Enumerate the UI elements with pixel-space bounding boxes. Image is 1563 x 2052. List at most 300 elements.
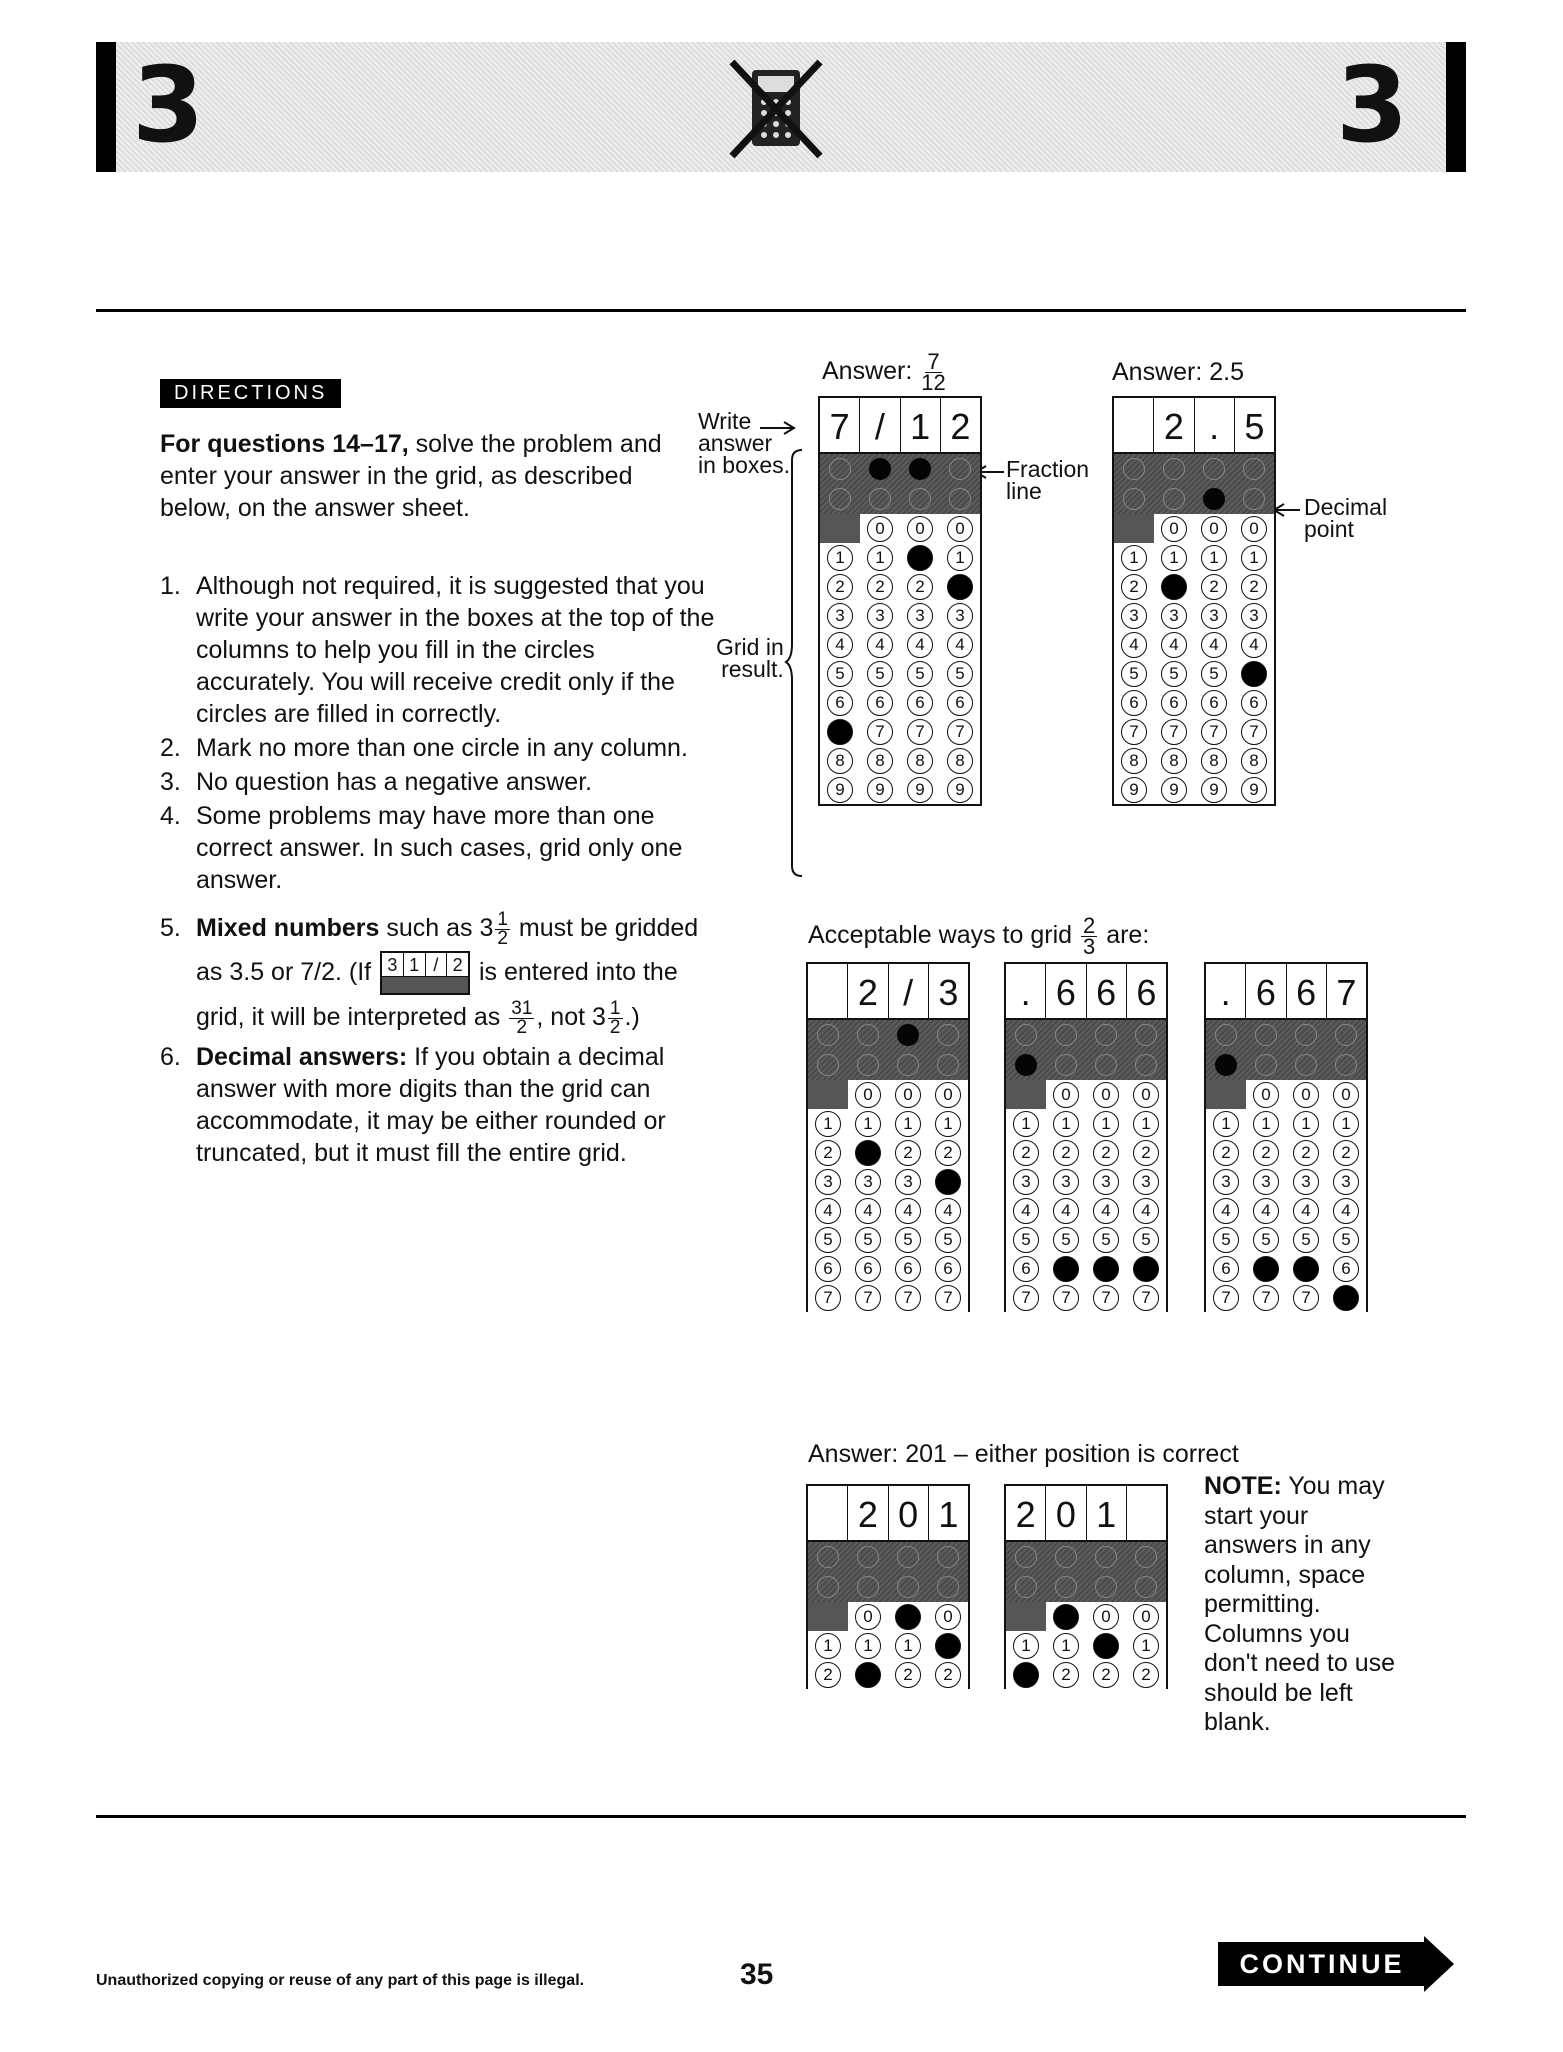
digit-bubble[interactable]: 5 (1333, 1227, 1359, 1253)
decimal-point-bubble[interactable] (1055, 1576, 1077, 1598)
digit-bubble[interactable]: 1 (1093, 1111, 1119, 1137)
digit-bubble[interactable]: 5 (907, 661, 933, 687)
mixed-number-fraction (495, 908, 510, 949)
digit-bubble[interactable]: 4 (867, 632, 893, 658)
decimal-point-bubble[interactable] (937, 1054, 959, 1076)
digit-bubble[interactable]: 1 (1133, 1633, 1159, 1659)
digit-bubble[interactable]: 2 (1333, 1140, 1359, 1166)
digit-bubble[interactable]: 5 (935, 1227, 961, 1253)
digit-bubble[interactable]: 3 (1133, 1169, 1159, 1195)
digit-bubble[interactable]: 4 (1121, 632, 1147, 658)
digit-bubble[interactable]: 4 (1133, 1198, 1159, 1224)
decimal-point-bubble[interactable] (857, 1054, 879, 1076)
answer-boxes (1006, 964, 1166, 1020)
decimal-point-bubble[interactable] (829, 488, 851, 510)
digit-bubble[interactable]: 2 (1013, 1140, 1039, 1166)
digit-bubble[interactable]: 8 (1201, 748, 1227, 774)
answer-box: 2 (1153, 398, 1193, 452)
fraction-slash-bubble[interactable] (1055, 1024, 1077, 1046)
digit-bubble[interactable]: 4 (855, 1198, 881, 1224)
digit-bubble[interactable]: 6 (935, 1256, 961, 1282)
digit-bubble[interactable]: 6 (1241, 690, 1267, 716)
filled-bubble[interactable] (855, 1662, 881, 1688)
digit-bubble[interactable]: 4 (1093, 1198, 1119, 1224)
filled-bubble[interactable] (855, 1140, 881, 1166)
answer-boxes (1114, 398, 1274, 454)
fraction-slash-mark[interactable] (909, 458, 931, 480)
digit-bubble[interactable]: 1 (1293, 1111, 1319, 1137)
fraction-slash-bubble[interactable] (857, 1024, 879, 1046)
digit-row (1114, 688, 1274, 717)
answer-box: / (888, 964, 928, 1018)
digit-bubble[interactable]: 5 (1293, 1227, 1319, 1253)
digit-bubble[interactable]: 4 (827, 632, 853, 658)
fraction-line-text: Fraction (1006, 456, 1090, 482)
digit-bubble[interactable]: 5 (1093, 1227, 1119, 1253)
fraction-slash-bubble[interactable] (1203, 458, 1225, 480)
digit-bubble[interactable]: 4 (895, 1198, 921, 1224)
digit-bubble[interactable]: 5 (1121, 661, 1147, 687)
digit-bubble[interactable]: 7 (867, 719, 893, 745)
digit-bubble[interactable]: 5 (815, 1227, 841, 1253)
digit-bubble[interactable]: 5 (1161, 661, 1187, 687)
digit-bubble[interactable]: 1 (1053, 1111, 1079, 1137)
decimal-point-bubble[interactable] (1295, 1054, 1317, 1076)
filled-bubble[interactable] (895, 1604, 921, 1630)
digit-bubble[interactable]: 5 (1213, 1227, 1239, 1253)
digit-bubble[interactable]: 2 (1241, 574, 1267, 600)
digit-bubble[interactable]: 6 (947, 690, 973, 716)
digit-bubble[interactable]: 5 (867, 661, 893, 687)
decimal-point-bubble[interactable] (897, 1054, 919, 1076)
digit-bubble[interactable]: 3 (827, 603, 853, 629)
digit-bubble[interactable]: 0 (1253, 1082, 1279, 1108)
digit-bubble[interactable]: 2 (1053, 1140, 1079, 1166)
fraction-slash-row (1006, 1542, 1166, 1572)
digit-row (1006, 1254, 1166, 1283)
digit-bubble[interactable]: 7 (895, 1285, 921, 1311)
digit-bubble[interactable]: 2 (827, 574, 853, 600)
fraction-slash-bubble[interactable] (857, 1546, 879, 1568)
digit-bubble[interactable]: 3 (1161, 603, 1187, 629)
rule-number: 4. (160, 802, 181, 830)
fraction-slash-bubble[interactable] (937, 1024, 959, 1046)
digit-bubble[interactable]: 3 (1053, 1169, 1079, 1195)
digit-bubble[interactable]: 0 (1093, 1082, 1119, 1108)
digit-bubble[interactable]: 1 (1013, 1633, 1039, 1659)
fraction-slash-bubble[interactable] (817, 1024, 839, 1046)
digit-bubble[interactable]: 1 (1053, 1633, 1079, 1659)
digit-row (1006, 1138, 1166, 1167)
filled-bubble[interactable] (1253, 1256, 1279, 1282)
fraction-denominator: 2 (516, 1017, 528, 1039)
digit-bubble[interactable]: 4 (1201, 632, 1227, 658)
digit-bubble[interactable]: 3 (815, 1169, 841, 1195)
digit-row (1114, 659, 1274, 688)
digit-bubble[interactable]: 6 (1161, 690, 1187, 716)
decimal-point-bubble[interactable] (1123, 488, 1145, 510)
decimal-point-bubble[interactable] (949, 488, 971, 510)
fraction-slash-bubble[interactable] (937, 1546, 959, 1568)
digit-bubble[interactable]: 1 (1213, 1111, 1239, 1137)
answer-box: 6 (1086, 964, 1126, 1018)
digit-bubble[interactable]: 5 (895, 1227, 921, 1253)
answer-grid-7-12 (818, 396, 982, 806)
digit-bubble[interactable]: 4 (815, 1198, 841, 1224)
filled-bubble[interactable] (1093, 1256, 1119, 1282)
fraction-slash-bubble[interactable] (1215, 1024, 1237, 1046)
digit-bubble[interactable]: 9 (1241, 777, 1267, 803)
decimal-point-bubble[interactable] (1055, 1054, 1077, 1076)
digit-bubble[interactable]: 2 (935, 1662, 961, 1688)
decimal-point-bubble[interactable] (909, 488, 931, 510)
digit-bubble[interactable]: 2 (1213, 1140, 1239, 1166)
digit-row (1114, 630, 1274, 659)
digit-row (1206, 1225, 1366, 1254)
filled-bubble[interactable] (1293, 1256, 1319, 1282)
digit-bubble[interactable]: 3 (1333, 1169, 1359, 1195)
digit-bubble[interactable]: 9 (1201, 777, 1227, 803)
digit-bubble[interactable]: 1 (1013, 1111, 1039, 1137)
digit-bubble[interactable]: 1 (867, 545, 893, 571)
digit-bubble[interactable]: 7 (947, 719, 973, 745)
rule-number: 1. (160, 572, 181, 600)
digit-bubble[interactable]: 7 (1013, 1285, 1039, 1311)
digit-row (820, 775, 980, 804)
decimal-point-bubble[interactable] (1135, 1576, 1157, 1598)
digit-bubble[interactable]: 2 (1293, 1140, 1319, 1166)
digit-bubble[interactable]: 9 (1121, 777, 1147, 803)
answer-box: 6 (1245, 964, 1285, 1018)
digit-row (1114, 543, 1274, 572)
fraction-denominator: 2 (609, 1017, 621, 1039)
filled-bubble[interactable] (1013, 1662, 1039, 1688)
fraction-slash-bubble[interactable] (817, 1546, 839, 1568)
fraction-slash-bubble[interactable] (1135, 1024, 1157, 1046)
digit-bubble[interactable]: 1 (895, 1633, 921, 1659)
answer-grid-666 (1004, 962, 1168, 1312)
filled-bubble[interactable] (1053, 1604, 1079, 1630)
fraction-slash-bubble[interactable] (1123, 458, 1145, 480)
digit-bubble[interactable]: 3 (1201, 603, 1227, 629)
digit-bubble[interactable]: 1 (827, 545, 853, 571)
digit-bubble[interactable]: 0 (1333, 1082, 1359, 1108)
digit-bubble[interactable]: 5 (1013, 1227, 1039, 1253)
digit-bubble[interactable]: 3 (1093, 1169, 1119, 1195)
digit-bubble[interactable]: 7 (935, 1285, 961, 1311)
digit-bubble[interactable]: 4 (1053, 1198, 1079, 1224)
digit-bubble[interactable]: 0 (935, 1604, 961, 1630)
digit-bubble[interactable]: 1 (1253, 1111, 1279, 1137)
fraction-slash-bubble[interactable] (1163, 458, 1185, 480)
symbol-rows (808, 1020, 968, 1080)
digit-bubble[interactable]: 0 (1093, 1604, 1119, 1630)
digit-bubble[interactable]: 8 (907, 748, 933, 774)
symbol-rows (820, 454, 980, 514)
decimal-point-bubble[interactable] (1095, 1576, 1117, 1598)
decimal-point-bubble[interactable] (1243, 488, 1265, 510)
filled-bubble[interactable] (1093, 1633, 1119, 1659)
fraction-slash-bubble[interactable] (1015, 1024, 1037, 1046)
digit-bubble[interactable]: 0 (1133, 1082, 1159, 1108)
digit-bubble[interactable]: 2 (867, 574, 893, 600)
write-answer-line: answer (698, 430, 773, 456)
digit-bubble[interactable]: 3 (1213, 1169, 1239, 1195)
digit-bubble[interactable]: 6 (867, 690, 893, 716)
decimal-point-mark[interactable] (1215, 1054, 1237, 1076)
digit-bubble[interactable]: 2 (1133, 1662, 1159, 1688)
filled-bubble[interactable] (1161, 574, 1187, 600)
digit-bubble[interactable]: 9 (907, 777, 933, 803)
digit-bubble[interactable]: 6 (827, 690, 853, 716)
filled-bubble[interactable] (947, 574, 973, 600)
digit-bubble[interactable]: 2 (1093, 1662, 1119, 1688)
decimal-point-bubble[interactable] (1015, 1576, 1037, 1598)
digit-bubble[interactable]: 2 (815, 1662, 841, 1688)
fraction-slash-bubble[interactable] (1015, 1546, 1037, 1568)
fraction-slash-bubble[interactable] (1295, 1024, 1317, 1046)
digit-bubble[interactable]: 1 (1201, 545, 1227, 571)
decimal-point-bubble[interactable] (1163, 488, 1185, 510)
digit-bubble[interactable]: 9 (947, 777, 973, 803)
digit-bubble[interactable]: 4 (1013, 1198, 1039, 1224)
digit-bubble[interactable]: 1 (935, 1111, 961, 1137)
fraction-slash-row (808, 1542, 968, 1572)
digit-bubble[interactable]: 6 (907, 690, 933, 716)
digit-bubble[interactable]: 2 (907, 574, 933, 600)
digit-bubble[interactable]: 7 (1053, 1285, 1079, 1311)
decimal-point-bubble[interactable] (897, 1576, 919, 1598)
digit-bubble[interactable]: 0 (1293, 1082, 1319, 1108)
digit-bubble[interactable]: 2 (1133, 1140, 1159, 1166)
fraction-slash-bubble[interactable] (1255, 1024, 1277, 1046)
digit-bubble[interactable]: 4 (935, 1198, 961, 1224)
digit-bubble[interactable]: 5 (1201, 661, 1227, 687)
digit-bubble[interactable]: 1 (1161, 545, 1187, 571)
digit-bubble[interactable]: 4 (1293, 1198, 1319, 1224)
digit-bubble[interactable]: 4 (1253, 1198, 1279, 1224)
fraction-slash-mark[interactable] (869, 458, 891, 480)
digit-bubble[interactable]: 3 (867, 603, 893, 629)
digit-bubble[interactable]: 6 (895, 1256, 921, 1282)
digit-row (1114, 572, 1274, 601)
decimal-point-bubble[interactable] (937, 1576, 959, 1598)
digit-bubble[interactable]: 1 (895, 1111, 921, 1137)
digit-bubble[interactable]: 7 (855, 1285, 881, 1311)
rule-text: Mark no more than one circle in any column. (196, 734, 688, 762)
digit-row (1006, 1080, 1166, 1109)
digit-bubble[interactable]: 0 (1201, 516, 1227, 542)
rule-6 (160, 1041, 720, 1169)
digit-bubble[interactable]: 7 (815, 1285, 841, 1311)
filled-bubble[interactable] (935, 1633, 961, 1659)
continue-button[interactable] (1218, 1936, 1458, 1992)
filled-bubble[interactable] (827, 719, 853, 745)
digit-bubble[interactable]: 7 (1121, 719, 1147, 745)
answer-box: . (1220, 972, 1231, 1013)
digit-bubble[interactable]: 2 (1121, 574, 1147, 600)
digit-bubble[interactable]: 2 (895, 1662, 921, 1688)
fraction-slash-bubble[interactable] (829, 458, 851, 480)
digit-bubble[interactable]: 7 (1093, 1285, 1119, 1311)
digit-bubble[interactable]: 1 (1121, 545, 1147, 571)
section-number-right: 3 (1336, 44, 1409, 166)
filled-bubble[interactable] (1241, 661, 1267, 687)
digit-row (1206, 1080, 1366, 1109)
digit-bubble[interactable]: 8 (1241, 748, 1267, 774)
digit-bubble[interactable]: 4 (1241, 632, 1267, 658)
digit-bubble[interactable]: 4 (907, 632, 933, 658)
digit-bubble[interactable]: 6 (1201, 690, 1227, 716)
digit-bubble[interactable]: 3 (1293, 1169, 1319, 1195)
digit-bubble[interactable]: 4 (1213, 1198, 1239, 1224)
filled-bubble[interactable] (1053, 1256, 1079, 1282)
digit-bubble[interactable]: 7 (1133, 1285, 1159, 1311)
decimal-point-bubble[interactable] (857, 1576, 879, 1598)
digit-bubble[interactable]: 6 (1213, 1256, 1239, 1282)
digit-bubble[interactable]: 7 (1253, 1285, 1279, 1311)
rule-5-text-i: .) (624, 1003, 640, 1032)
digit-bubble[interactable]: 3 (895, 1169, 921, 1195)
digit-bubble[interactable]: 5 (1053, 1227, 1079, 1253)
decimal-point-bubble[interactable] (1335, 1054, 1357, 1076)
decimal-point-bubble[interactable] (1255, 1054, 1277, 1076)
digit-bubble[interactable]: 0 (935, 1082, 961, 1108)
digit-bubble[interactable]: 2 (1093, 1140, 1119, 1166)
answer-box: 5 (1234, 398, 1274, 452)
fraction-slash-bubble[interactable] (949, 458, 971, 480)
digit-bubble[interactable]: 2 (935, 1140, 961, 1166)
digit-bubble[interactable]: 4 (1333, 1198, 1359, 1224)
decimal-point-mark[interactable] (1203, 488, 1225, 510)
digit-bubble[interactable]: 8 (1121, 748, 1147, 774)
digit-bubble[interactable]: 4 (1161, 632, 1187, 658)
digit-row (1006, 1109, 1166, 1138)
digit-bubble[interactable]: 8 (827, 748, 853, 774)
decimal-point-bubble[interactable] (817, 1576, 839, 1598)
digit-bubble[interactable]: 5 (947, 661, 973, 687)
digit-bubble[interactable]: 0 (1161, 516, 1187, 542)
digit-bubble[interactable]: 0 (947, 516, 973, 542)
answer-boxes (820, 398, 980, 454)
filled-bubble[interactable] (1133, 1256, 1159, 1282)
decimal-point-mark[interactable] (1015, 1054, 1037, 1076)
acceptable-text: are: (1106, 921, 1150, 950)
digit-bubble[interactable]: 2 (1253, 1140, 1279, 1166)
fraction-slash-bubble[interactable] (1243, 458, 1265, 480)
answer-box: 2 (847, 964, 887, 1018)
digit-bubble[interactable]: 0 (1241, 516, 1267, 542)
copyright-notice: Unauthorized copying or reuse of any part of this page is illegal. (96, 1972, 585, 1989)
fraction-slash-bubble[interactable] (897, 1546, 919, 1568)
digit-bubble[interactable]: 9 (827, 777, 853, 803)
digit-bubble[interactable]: 1 (815, 1633, 841, 1659)
digit-bubble[interactable]: 1 (1333, 1111, 1359, 1137)
continue-arrow-icon (1424, 1936, 1454, 1992)
answer-boxes (1206, 964, 1366, 1020)
digit-bubble[interactable]: 1 (815, 1111, 841, 1137)
digit-bubble[interactable]: 9 (1161, 777, 1187, 803)
acceptable-text: Acceptable ways to grid (808, 921, 1073, 950)
digit-bubble[interactable]: 0 (1053, 1082, 1079, 1108)
filled-bubble[interactable] (935, 1169, 961, 1195)
digit-bubble[interactable]: 5 (855, 1227, 881, 1253)
digit-bubble[interactable]: 2 (1201, 574, 1227, 600)
filled-bubble[interactable] (907, 545, 933, 571)
digit-bubble[interactable]: 7 (1213, 1285, 1239, 1311)
digit-bubble[interactable]: 3 (855, 1169, 881, 1195)
digit-bubble[interactable]: 1 (1241, 545, 1267, 571)
decimal-point-bubble[interactable] (1135, 1054, 1157, 1076)
digit-bubble[interactable]: 1 (855, 1111, 881, 1137)
digit-bubble[interactable]: 7 (1201, 719, 1227, 745)
answer-box: . (1020, 972, 1031, 1013)
digit-bubble[interactable]: 8 (867, 748, 893, 774)
digit-bubble[interactable]: 9 (867, 777, 893, 803)
digit-bubble[interactable]: 6 (1121, 690, 1147, 716)
digit-bubble[interactable]: 6 (855, 1256, 881, 1282)
digit-bubble[interactable]: 5 (1253, 1227, 1279, 1253)
digit-bubble[interactable]: 3 (1253, 1169, 1279, 1195)
filled-bubble[interactable] (1333, 1285, 1359, 1311)
digit-bubble[interactable]: 5 (1133, 1227, 1159, 1253)
fraction-slash-bubble[interactable] (1335, 1024, 1357, 1046)
digit-bubble[interactable]: 0 (1133, 1604, 1159, 1630)
answer-boxes (808, 964, 968, 1020)
digit-bubble[interactable]: 1 (855, 1633, 881, 1659)
digit-bubble[interactable]: 6 (1013, 1256, 1039, 1282)
digit-bubble[interactable]: 2 (1053, 1662, 1079, 1688)
digit-bubble[interactable]: 3 (1013, 1169, 1039, 1195)
fraction-slash-bubble[interactable] (1135, 1546, 1157, 1568)
fraction-slash-bubble[interactable] (1095, 1024, 1117, 1046)
digit-bubble[interactable]: 1 (1133, 1111, 1159, 1137)
digit-bubble[interactable]: 3 (907, 603, 933, 629)
rule-4 (160, 800, 720, 896)
digit-bubble[interactable]: 3 (947, 603, 973, 629)
digit-bubble[interactable]: 7 (1241, 719, 1267, 745)
answer-box: 7 (829, 406, 850, 447)
digit-bubble[interactable]: 2 (895, 1140, 921, 1166)
digit-bubble[interactable]: 0 (855, 1604, 881, 1630)
digit-bubble[interactable]: 7 (907, 719, 933, 745)
digit-bubble[interactable]: 7 (1293, 1285, 1319, 1311)
digit-bubble[interactable]: 6 (1333, 1256, 1359, 1282)
rule-text: If you obtain a decimal answer with more digits than the grid can accommodate, it may be either rounded or truncated, but it must fill the entire grid. (196, 1043, 666, 1168)
digit-bubble[interactable]: 4 (947, 632, 973, 658)
decimal-point-bubble[interactable] (869, 488, 891, 510)
digit-bubble[interactable]: 6 (815, 1256, 841, 1282)
digit-bubble[interactable]: 8 (947, 748, 973, 774)
digit-bubble[interactable]: 3 (1121, 603, 1147, 629)
digit-bubble[interactable]: 2 (815, 1140, 841, 1166)
digit-bubble[interactable]: 1 (947, 545, 973, 571)
decimal-point-bubble[interactable] (1095, 1054, 1117, 1076)
fraction-slash-mark[interactable] (897, 1024, 919, 1046)
digit-bubble[interactable]: 0 (855, 1082, 881, 1108)
digit-bubble[interactable]: 3 (1241, 603, 1267, 629)
digit-bubble[interactable]: 8 (1161, 748, 1187, 774)
digit-bubble[interactable]: 0 (895, 1082, 921, 1108)
digit-bubble[interactable]: 0 (867, 516, 893, 542)
digit-bubble[interactable]: 5 (827, 661, 853, 687)
digit-bubble[interactable]: 7 (1161, 719, 1187, 745)
digit-bubble[interactable]: 0 (907, 516, 933, 542)
rule-text: Although not required, it is suggested that you write your answer in the boxes at the top of the columns to help you fill in the circles accurately. You will receive credit only if the circles are filled in correctly. (196, 572, 715, 728)
fraction-slash-bubble[interactable] (1055, 1546, 1077, 1568)
decimal-point-bubble[interactable] (817, 1054, 839, 1076)
fraction-slash-bubble[interactable] (1095, 1546, 1117, 1568)
